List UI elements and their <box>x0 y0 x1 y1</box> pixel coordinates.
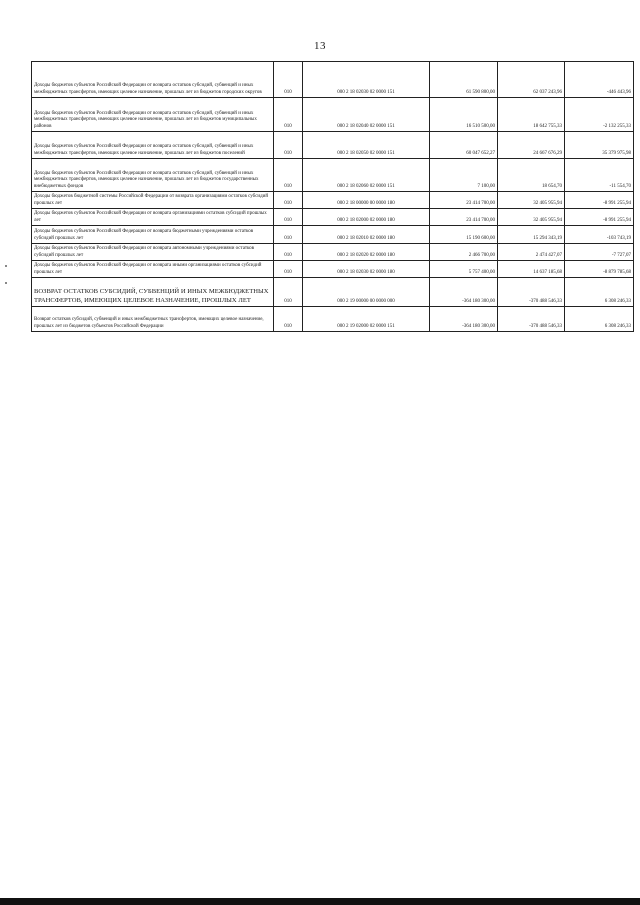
row-kbk: 000 2 18 02010 02 0000 180 <box>303 226 430 244</box>
row-unexecuted: -8 991 255,94 <box>565 192 634 209</box>
row-name: Доходы бюджетов субъектов Российской Федерации от возврата остатков субсидий, субвенций и иных межбюджетных трансфертов, имеющих целевое назначение, прошлых лет из бюджетов государственных внебюджетных фондов <box>34 170 259 189</box>
budget-execution-table <box>31 61 634 332</box>
row-executed: 15 294 343,19 <box>498 226 565 244</box>
row-executed: 32 405 955,94 <box>498 209 565 226</box>
row-name-cell <box>32 62 274 98</box>
row-name-cell <box>32 261 274 278</box>
table-row <box>32 261 634 278</box>
scan-speck <box>5 265 7 267</box>
row-approved: -364 180 300,00 <box>430 278 498 307</box>
row-code: 010 <box>274 192 303 209</box>
row-unexecuted: -11 554,70 <box>565 159 634 192</box>
row-unexecuted: -7 727,07 <box>565 244 634 261</box>
row-name-cell <box>32 307 274 332</box>
table-row <box>32 307 634 332</box>
row-approved: 60 047 652,27 <box>430 132 498 159</box>
row-name: Доходы бюджетов субъектов Российской Федерации от возврата остатков субсидий, субвенций и иных межбюджетных трансфертов, имеющих целевое назначение, прошлых лет из бюджетов поселений <box>34 144 254 156</box>
row-name: Доходы бюджетов субъектов Российской Федерации от возврата остатков субсидий, субвенций и иных межбюджетных трансфертов, имеющих целевое назначение, прошлых лет из бюджетов муниципальных районов <box>34 110 257 129</box>
row-name: Доходы бюджетов субъектов Российской Федерации от возврата остатков субсидий, субвенций и иных межбюджетных трансфертов, имеющих целевое назначение, прошлых лет из бюджетов городских округов <box>34 83 262 95</box>
row-code: 010 <box>274 244 303 261</box>
row-approved: 23 414 700,00 <box>430 192 498 209</box>
row-name: Доходы бюджетов субъектов Российской Федерации от возврата иными организациями остатков субсидий прошлых лет <box>34 263 262 275</box>
row-code: 010 <box>274 159 303 192</box>
table-row <box>32 278 634 307</box>
row-name-cell <box>32 159 274 192</box>
row-code: 010 <box>274 98 303 132</box>
row-approved: -364 180 300,00 <box>430 307 498 332</box>
row-unexecuted: -103 743,19 <box>565 226 634 244</box>
table-row <box>32 192 634 209</box>
row-kbk: 000 2 18 02030 02 0000 151 <box>303 62 430 98</box>
row-kbk: 000 2 18 02030 02 0000 180 <box>303 261 430 278</box>
row-executed: 18 642 755,33 <box>498 98 565 132</box>
table-row <box>32 132 634 159</box>
table-row <box>32 209 634 226</box>
row-unexecuted: -2 132 255,33 <box>565 98 634 132</box>
row-approved: 16 510 500,00 <box>430 98 498 132</box>
table-row <box>32 62 634 98</box>
row-name-cell <box>32 278 274 307</box>
row-name: Возврат остатков субсидий, субвенций и иных межбюджетных трансфертов, имеющих целевое назначение, прошлых лет из бюджетов субъектов Российской Федерации <box>34 317 264 329</box>
row-name: Доходы бюджетов субъектов Российской Федерации от возврата автономными учреждениями остатков субсидий прошлых лет <box>34 246 255 258</box>
row-kbk: 000 2 19 00000 00 0000 000 <box>303 278 430 307</box>
row-kbk: 000 2 18 02000 02 0000 180 <box>303 209 430 226</box>
row-code: 010 <box>274 226 303 244</box>
row-kbk: 000 2 18 02060 02 0000 151 <box>303 159 430 192</box>
row-kbk: 000 2 18 02040 02 0000 151 <box>303 98 430 132</box>
row-executed: 14 637 185,68 <box>498 261 565 278</box>
row-code: 010 <box>274 62 303 98</box>
row-unexecuted: 6 308 246,33 <box>565 307 634 332</box>
row-approved: 5 757 400,00 <box>430 261 498 278</box>
scan-bottom-edge <box>0 898 640 905</box>
row-kbk: 000 2 18 02020 02 0000 180 <box>303 244 430 261</box>
row-code: 010 <box>274 261 303 278</box>
row-name-cell <box>32 132 274 159</box>
row-executed: 24 667 676,29 <box>498 132 565 159</box>
row-name-cell <box>32 209 274 226</box>
row-code: 010 <box>274 307 303 332</box>
row-executed: 2 474 427,07 <box>498 244 565 261</box>
row-approved: 2 466 700,00 <box>430 244 498 261</box>
row-kbk: 000 2 19 02000 02 0000 151 <box>303 307 430 332</box>
row-executed: -370 488 546,33 <box>498 307 565 332</box>
row-kbk: 000 2 18 00000 00 0000 180 <box>303 192 430 209</box>
row-name: Доходы бюджетов бюджетной системы Российской Федерации от возврата организациями остатков субсидий прошлых лет <box>34 194 268 206</box>
row-name: ВОЗВРАТ ОСТАТКОВ СУБСИДИЙ, СУБВЕНЦИЙ И ИНЫХ МЕЖБЮДЖЕТНЫХ ТРАНСФЕРТОВ, ИМЕЮЩИХ ЦЕЛЕВОЕ НАЗНАЧЕНИЕ, ПРОШЛЫХ ЛЕТ <box>34 287 269 304</box>
table-row <box>32 159 634 192</box>
page-number: 13 <box>314 40 326 52</box>
row-code: 010 <box>274 278 303 307</box>
row-executed: 18 654,70 <box>498 159 565 192</box>
row-name: Доходы бюджетов субъектов Российской Федерации от возврата организациями остатков субсидий прошлых лет <box>34 211 267 223</box>
row-executed: -370 488 546,33 <box>498 278 565 307</box>
row-name-cell <box>32 226 274 244</box>
scan-speck <box>5 282 7 284</box>
row-name: Доходы бюджетов субъектов Российской Федерации от возврата бюджетными учреждениями остатков субсидий прошлых лет <box>34 229 254 241</box>
table-row <box>32 244 634 261</box>
row-approved: 23 414 700,00 <box>430 209 498 226</box>
row-unexecuted: -446 443,96 <box>565 62 634 98</box>
row-code: 010 <box>274 209 303 226</box>
row-unexecuted: 6 308 246,33 <box>565 278 634 307</box>
table-row <box>32 98 634 132</box>
row-kbk: 000 2 18 02050 02 0000 151 <box>303 132 430 159</box>
table-row <box>32 226 634 244</box>
row-executed: 32 405 955,94 <box>498 192 565 209</box>
row-name-cell <box>32 192 274 209</box>
row-unexecuted: -8 879 785,68 <box>565 261 634 278</box>
row-approved: 7 100,00 <box>430 159 498 192</box>
row-name-cell <box>32 244 274 261</box>
row-executed: 62 037 243,96 <box>498 62 565 98</box>
row-approved: 61 590 800,00 <box>430 62 498 98</box>
row-approved: 15 190 600,00 <box>430 226 498 244</box>
row-unexecuted: -8 991 255,94 <box>565 209 634 226</box>
row-name-cell <box>32 98 274 132</box>
row-unexecuted: 35 379 975,98 <box>565 132 634 159</box>
row-code: 010 <box>274 132 303 159</box>
